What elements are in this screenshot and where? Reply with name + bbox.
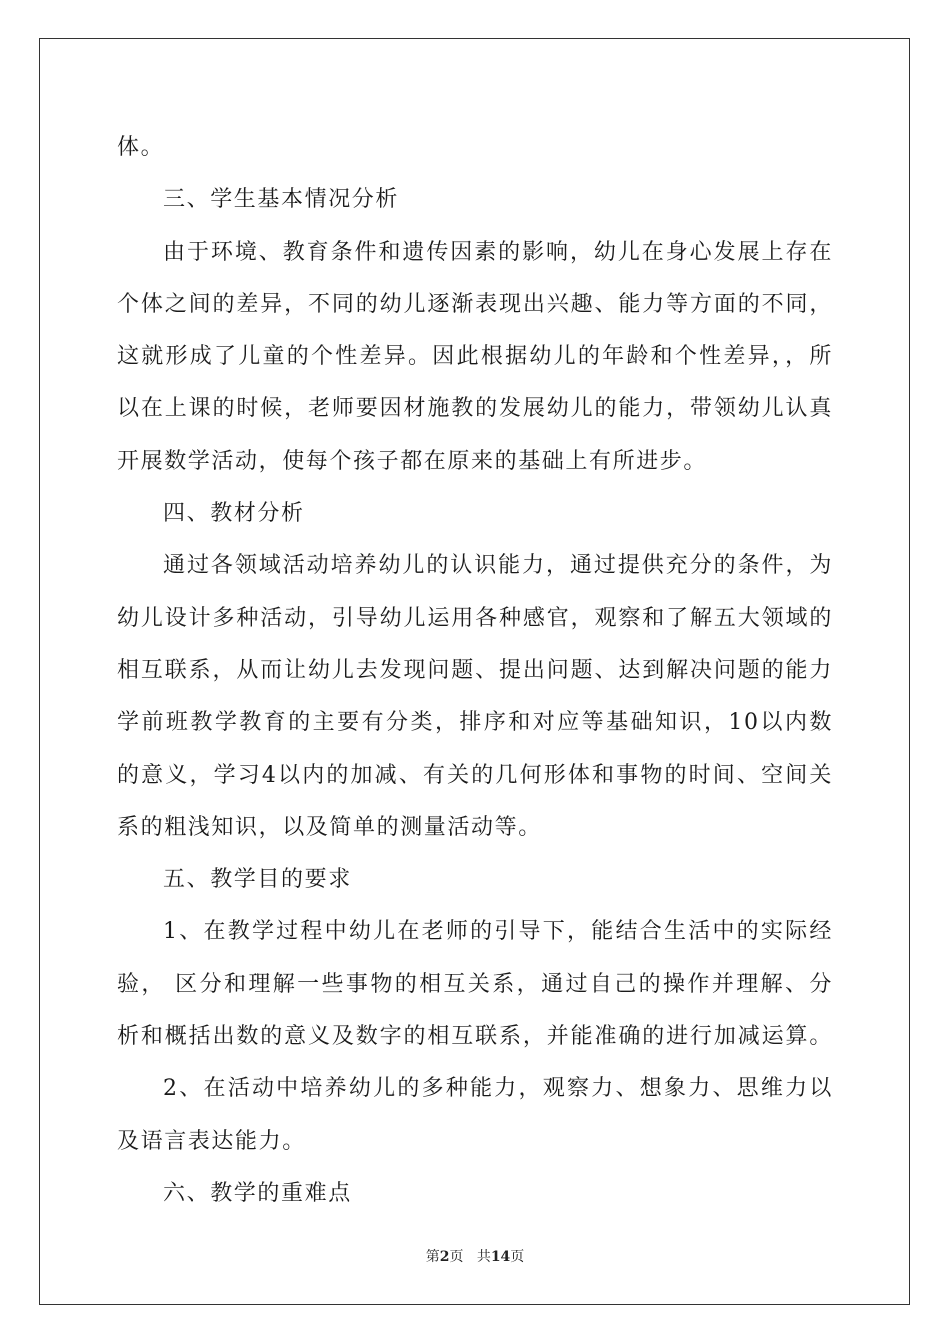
text-line: 开展数学活动，使每个孩子都在原来的基础上有所进步。 [117,448,708,474]
footer-total-prefix: 共 [476,1249,491,1265]
text-line: 学前班教学教育的主要有分类，排序和对应等基础知识，10以内数 [117,710,833,736]
text-line: 三、学生基本情况分析 [163,187,400,213]
text-line: 五、教学目的要求 [163,867,352,893]
footer-page-suffix: 页 [449,1249,464,1265]
text-line: 由于环境、教育条件和遗传因素的影响，幼儿在身心发展上存在 [163,239,833,265]
footer-total-pages: 14 [490,1249,511,1265]
text-line: 通过各领域活动培养幼儿的认识能力，通过提供充分的条件，为 [163,553,833,579]
text-line: 析和概括出数的意义及数字的相互联系，并能准确的进行加减运算。 [117,1024,833,1050]
document-body [117,122,833,1220]
text-line: 1、在教学过程中幼儿在老师的引导下，能结合生活中的实际经 [163,919,833,945]
footer-page-number: 2 [439,1249,450,1265]
text-line: 四、教材分析 [163,501,305,527]
text-line: 幼儿设计多种活动，引导幼儿运用各种感官，观察和了解五大领域的 [117,605,833,631]
text-line: 验， 区分和理解一些事物的相互关系，通过自己的操作并理解、分 [117,971,833,997]
text-line: 及语言表达能力。 [117,1128,306,1154]
text-line: 个体之间的差异，不同的幼儿逐渐表现出兴趣、能力等方面的不同， [117,291,833,317]
text-line: 的意义，学习4以内的加减、有关的几何形体和事物的时间、空间关 [117,762,833,788]
text-line: 系的粗浅知识，以及简单的测量活动等。 [117,814,542,840]
text-line: 六、教学的重难点 [163,1180,352,1206]
text-line: 这就形成了儿童的个性差异。因此根据幼儿的年龄和个性差异，，所 [117,344,833,370]
footer-page-prefix: 第 [425,1249,440,1265]
footer-total-suffix: 页 [510,1249,525,1265]
page-footer [0,1247,950,1267]
text-line: 相互联系，从而让幼儿去发现问题、提出问题、达到解决问题的能力 [117,657,833,683]
text-line: 2、在活动中培养幼儿的多种能力，观察力、想象力、思维力以 [163,1076,833,1102]
text-line: 体。 [117,135,165,160]
text-line: 以在上课的时候，老师要因材施教的发展幼儿的能力，带领幼儿认真 [117,396,833,422]
